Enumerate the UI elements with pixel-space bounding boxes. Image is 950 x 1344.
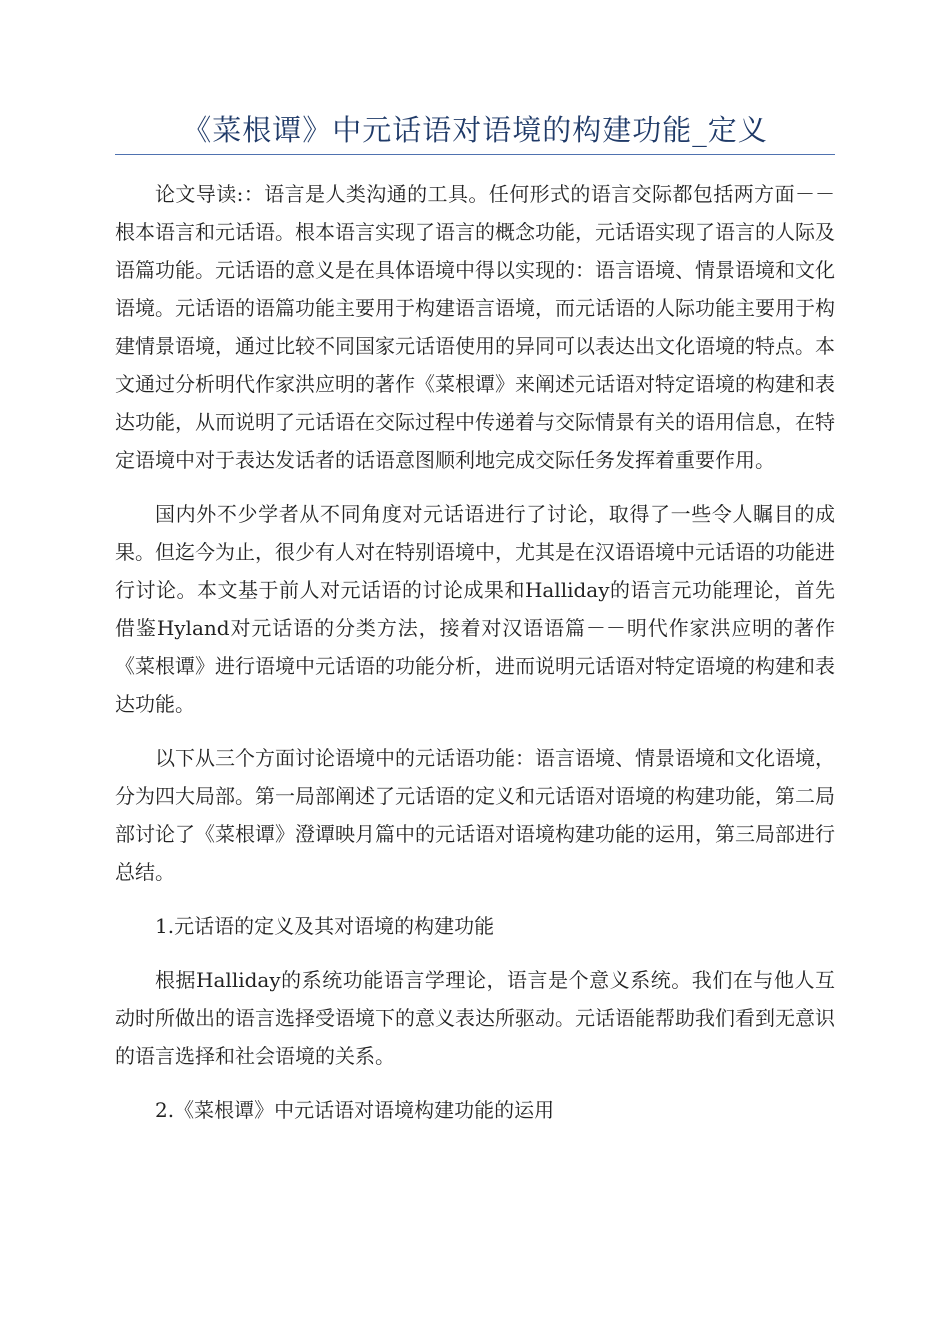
document-body xyxy=(115,175,835,1145)
paragraph-background: 国内外不少学者从不同角度对元话语进行了讨论，取得了一些令人瞩目的成果。但迄今为止，很少有人对在特别语境中，尤其是在汉语语境中元话语的功能进行讨论。本文基于前人对元话语的讨论成果和Halliday的语言元功能理论，首先借鉴Hyland对元话语的分类方法，接着对汉语语篇－－明代作家洪应明的著作《菜根谭》进行语境中元话语的功能分析，进而说明元话语对特定语境的构建和表达功能。 xyxy=(115,502,835,716)
document-title: 《菜根谭》中元话语对语境的构建功能_定义 xyxy=(182,113,768,147)
paragraph-outline: 以下从三个方面讨论语境中的元话语功能：语言语境、情景语境和文化语境，分为四大局部。第一局部阐述了元话语的定义和元话语对语境的构建功能，第二局部讨论了《菜根谭》澄谭映月篇中的元话语对语境构建功能的运用，第三局部进行总结。 xyxy=(115,746,835,884)
paragraph-section1: 根据Halliday的系统功能语言学理论，语言是个意义系统。我们在与他人互动时所做出的语言选择受语境下的意义表达所驱动。元话语能帮助我们看到无意识的语言选择和社会语境的关系。 xyxy=(115,968,835,1068)
paragraph-abstract: 论文导读:：语言是人类沟通的工具。任何形式的语言交际都包括两方面－－根本语言和元话语。根本语言实现了语言的概念功能，元话语实现了语言的人际及语篇功能。元话语的意义是在具体语境中得以实现的：语言语境、情景语境和文化语境。元话语的语篇功能主要用于构建语言语境，而元话语的人际功能主要用于构建情景语境，通过比较不同国家元话语使用的异同可以表达出文化语境的特点。本文通过分析明代作家洪应明的著作《菜根谭》来阐述元话语对特定语境的构建和表达功能，从而说明了元话语在交际过程中传递着与交际情景有关的语用信息，在特定语境中对于表达发话者的话语意图顺利地完成交际任务发挥着重要作用。 xyxy=(115,182,835,472)
title-underline xyxy=(115,154,835,155)
section-heading-1: 1.元话语的定义及其对语境的构建功能 xyxy=(155,914,495,938)
section-heading-2: 2.《菜根谭》中元话语对语境构建功能的运用 xyxy=(155,1098,555,1122)
